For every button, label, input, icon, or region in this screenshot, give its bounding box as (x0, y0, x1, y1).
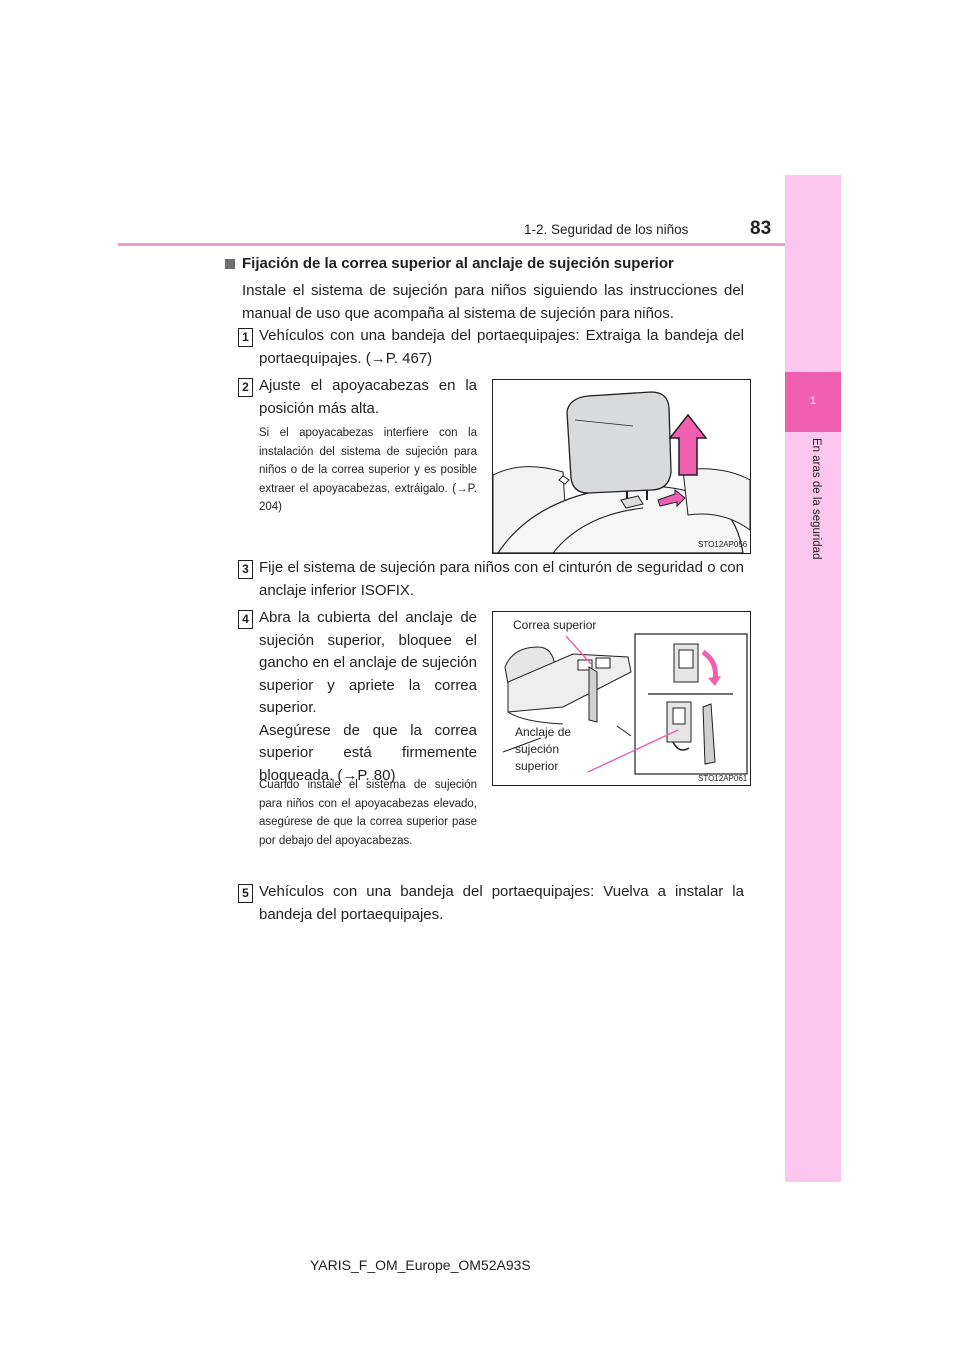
document-id: YARIS_F_OM_Europe_OM52A93S (310, 1257, 531, 1273)
step-2-text: Ajuste el apoyacabezas en la posición más alta. (259, 377, 477, 417)
step-4-line1: Abra la cubierta del anclaje de sujeción superior, bloquee el gancho en el anclaje de sujeción superior y apriete la correa superior. (259, 609, 477, 716)
step-3-text: Fije el sistema de sujeción para niños con el cinturón de seguridad o con anclaje inferior ISOFIX. (259, 559, 744, 599)
subsection-title: Fijación de la correa superior al anclaje de sujeción superior (242, 255, 674, 272)
section-header: 1-2. Seguridad de los niños (524, 222, 689, 237)
chapter-title: En aras de la seguridad (810, 438, 822, 560)
callout-top-strap: Correa superior (513, 618, 597, 632)
step-2-note: Si el apoyacabezas interfiere con la instalación del sistema de sujeción para niños o de la correa superior y es posible extraer el apoyacabezas, extráigalo. (→P. 204) (259, 427, 477, 513)
headrest-figure (492, 379, 751, 554)
step-number-3: 3 (238, 560, 253, 579)
step-5-text: Vehículos con una bandeja del portaequipajes: Vuelva a instalar la bandeja del portaequipajes. (259, 883, 744, 923)
step-number-2: 2 (238, 378, 253, 397)
step-4-note: Cuando instale el sistema de sujeción para niños con el apoyacabezas elevado, asegúrese de que la correa superior pase por debajo del apoyacabezas. (259, 779, 477, 847)
header-rule (118, 243, 785, 246)
figure-code: STO12AP056 (698, 540, 748, 549)
step-number-5: 5 (238, 884, 253, 903)
page-number: 83 (750, 218, 772, 239)
subsection-heading (225, 255, 674, 272)
step-1-text: Vehículos con una bandeja del portaequipajes: Extraiga la bandeja del portaequipajes. (→P. 467) (259, 327, 744, 367)
figure-code: STO12AP061 (698, 774, 748, 783)
step-number-4: 4 (238, 610, 253, 629)
step-4-line2: Asegúrese de que la correa superior está firmemente bloqueada. (→P. 80) (259, 721, 477, 784)
callout-anchor (515, 724, 571, 775)
step-4-text (259, 607, 477, 787)
callout-anchor-line3: superior (515, 759, 559, 773)
side-tab-strip (785, 175, 841, 1182)
chapter-number: 1 (809, 395, 817, 407)
callout-anchor-line1: Anclaje de (515, 725, 572, 739)
anchor-figure (492, 611, 751, 786)
step-number-1: 1 (238, 328, 253, 347)
headrest-illustration (493, 380, 750, 553)
intro-paragraph: Instale el sistema de sujeción para niños siguiendo las instrucciones del manual de uso que acompaña al sistema de sujeción para niños. (242, 282, 744, 322)
square-bullet-icon (225, 259, 235, 269)
callout-anchor-line2: sujeción (515, 742, 560, 756)
